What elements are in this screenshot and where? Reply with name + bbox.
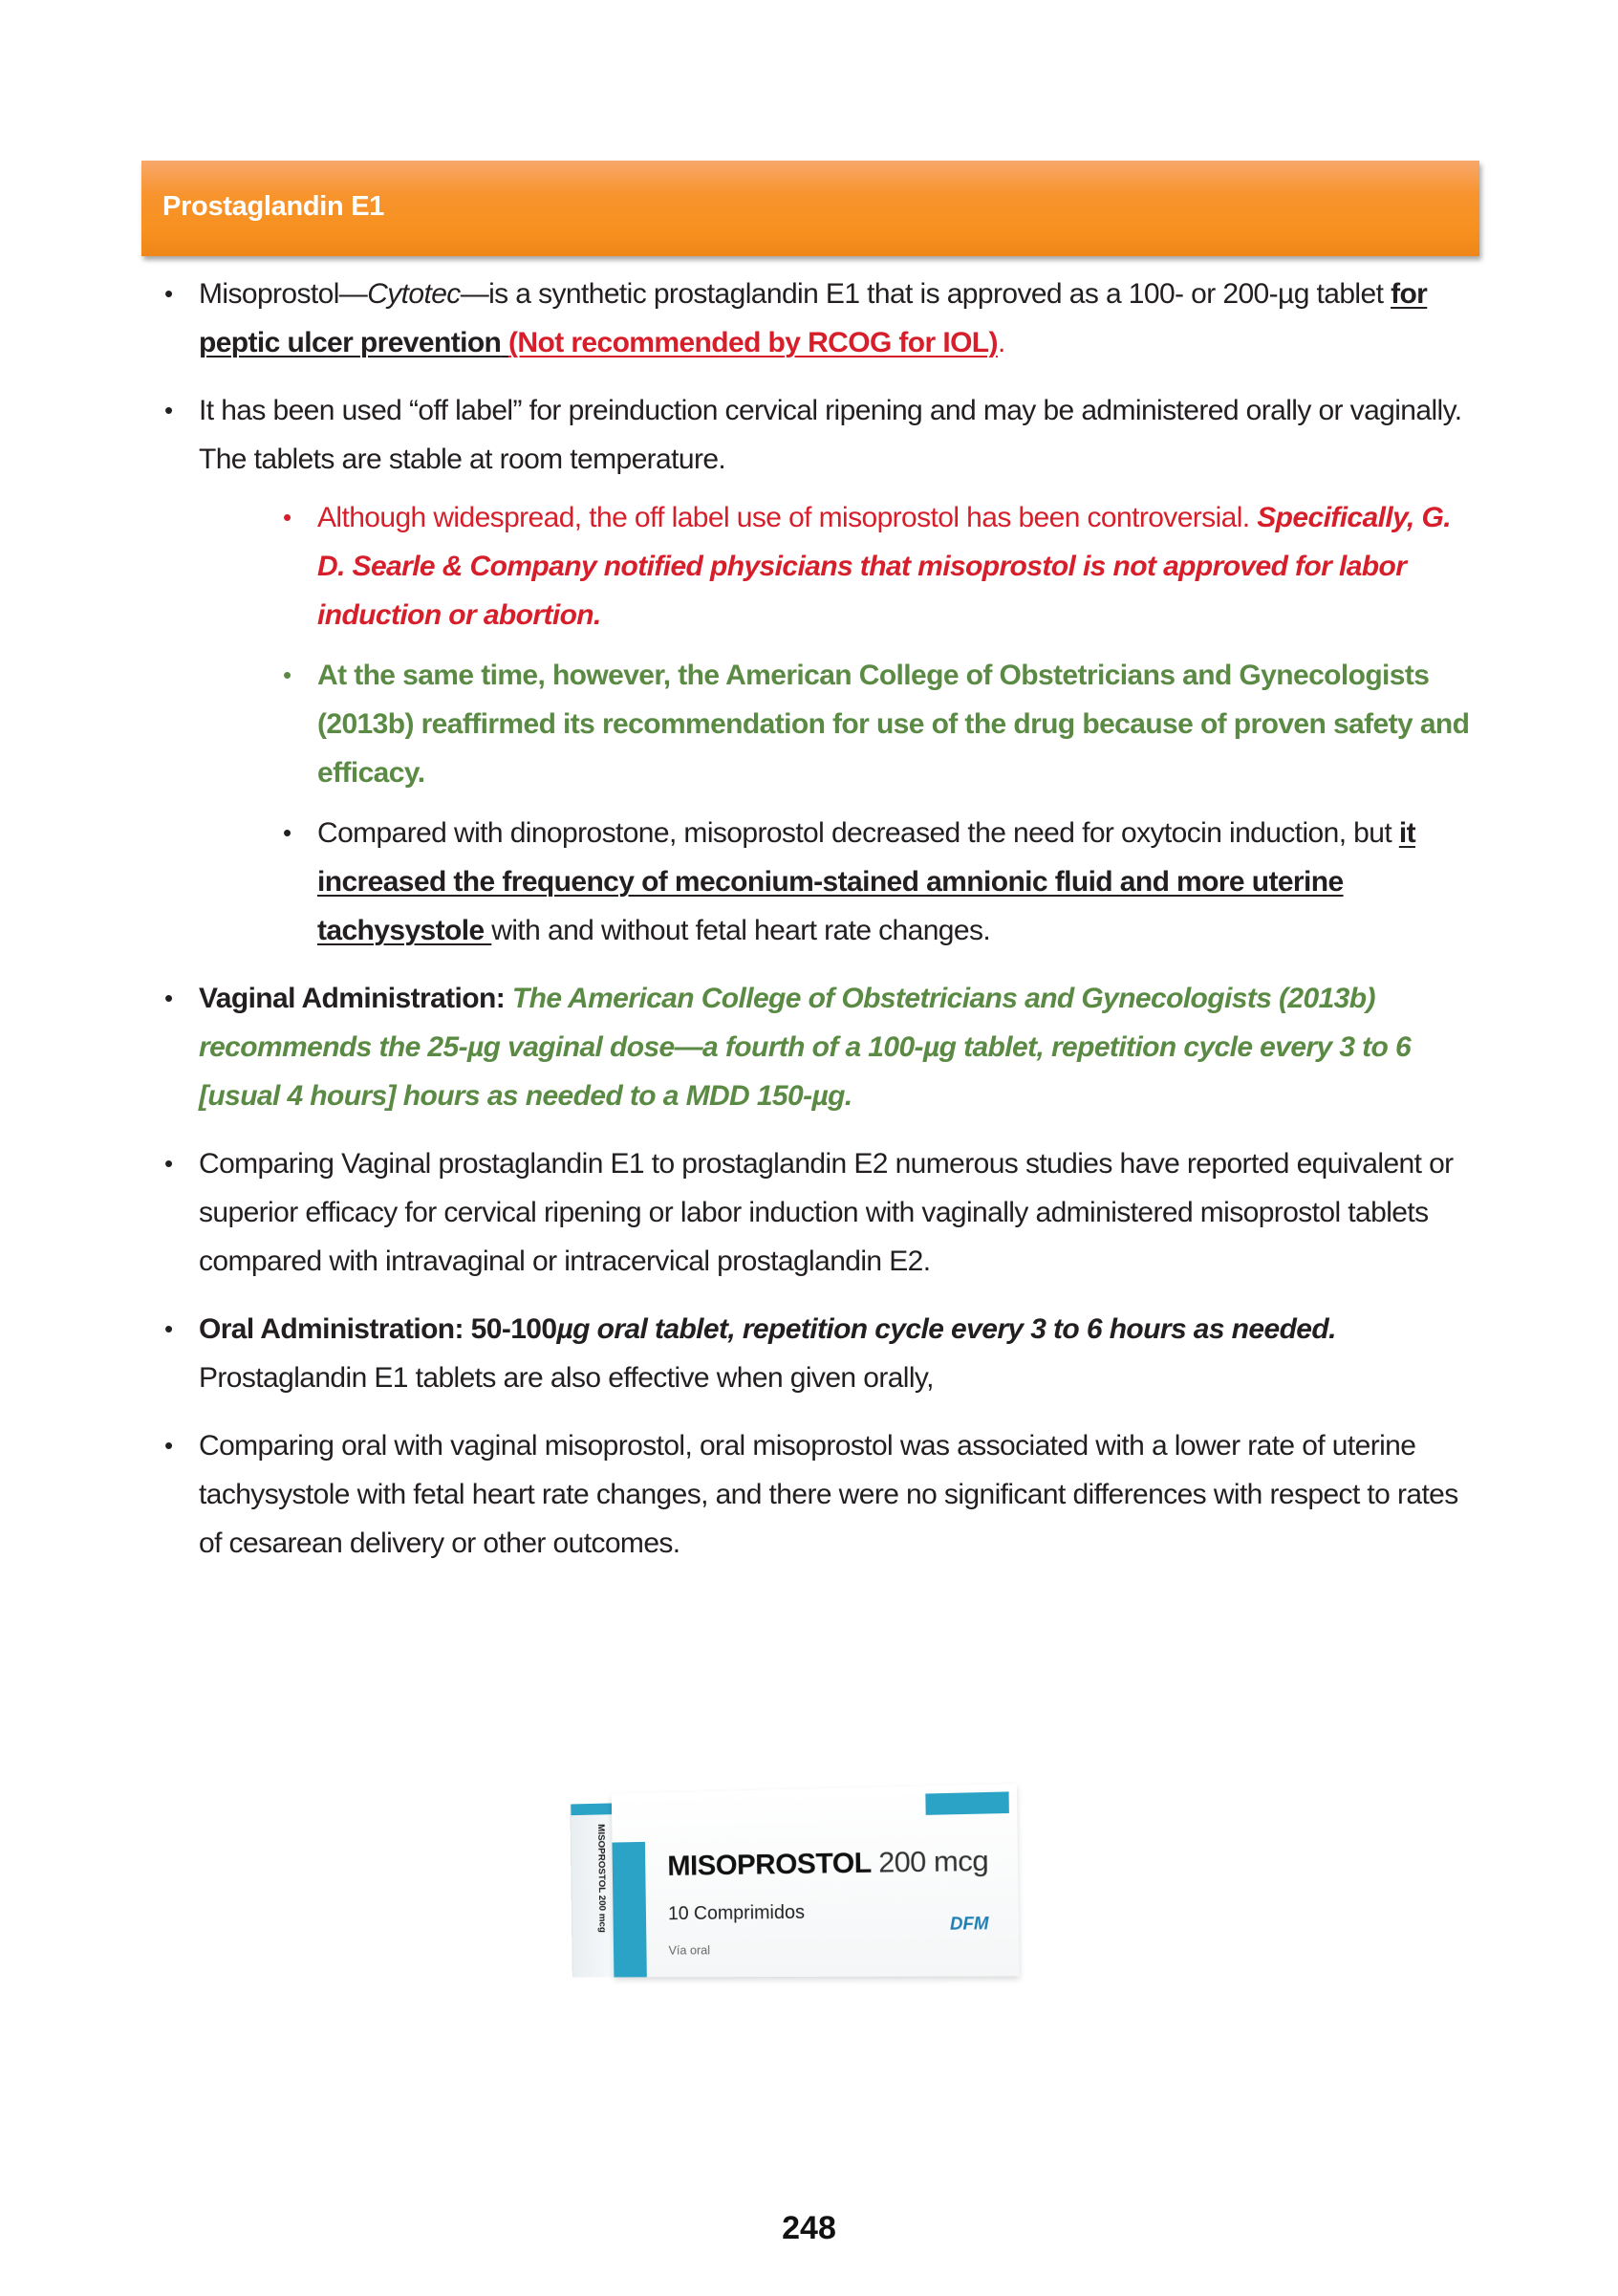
text: with and without fetal heart rate changes. xyxy=(491,915,991,946)
box-front-panel xyxy=(612,1784,1020,1977)
bullet-icon: • xyxy=(283,503,291,531)
warning-text: Specifically, G. D. Searle & Company notified physicians that misoprostol is not approved for labor induction or abortion. xyxy=(317,502,1451,631)
misoprostol-box-image xyxy=(570,1780,1020,1978)
spacer xyxy=(501,327,508,358)
bullet-icon: • xyxy=(164,1149,173,1178)
product-name xyxy=(667,1845,988,1883)
sub-bullet-dinoprostone-comparison xyxy=(275,809,1476,955)
text: At the same time, however, the American College of Obstetricians and Gynecologists (2013b) reaffirmed its recommendation for use of the drug because of proven safety and efficacy. xyxy=(317,660,1470,789)
product-dose: 200 mcg xyxy=(877,1845,989,1879)
page-content xyxy=(157,270,1476,1587)
text: The American College of Obstetricians and Gynecologists (2013b) recommends the 25-µg vaginal dose—a fourth of a 100-µg tablet, repetition cycle every 3 to 6 [usual 4 hours] hours as needed to a MDD 150-µg. xyxy=(199,983,1412,1112)
text: Compared with dinoprostone, misoprostol decreased the need for oxytocin induction, but xyxy=(317,817,1399,849)
emphasis-text: it increased the frequency of meconium-stained amnionic fluid and more uterine tachysystole xyxy=(317,817,1415,946)
sub-bullet-list xyxy=(199,493,1476,955)
section-title: Prostaglandin E1 xyxy=(162,191,385,222)
bullet-list xyxy=(157,270,1476,1568)
text: Comparing Vaginal prostaglandin E1 to prostaglandin E2 numerous studies have reported equivalent or superior efficacy for cervical ripening or labor induction with vaginally administered misoprostol tablets compared with intravaginal or intracervical prostaglandin E2. xyxy=(199,1148,1454,1277)
box-side-label: MISOPROSTOL 200 mcg xyxy=(595,1824,608,1933)
sub-bullet-acog-reaffirmed xyxy=(275,651,1476,797)
product-route: Vía oral xyxy=(668,1942,711,1958)
bullet-vaginal-administration xyxy=(157,974,1476,1120)
bullet-icon: • xyxy=(164,984,173,1012)
product-count: 10 Comprimidos xyxy=(667,1901,806,1925)
bullet-icon: • xyxy=(164,1431,173,1460)
text: Although widespread, the off label use of misoprostol has been controversial. xyxy=(317,502,1258,533)
box-side-accent xyxy=(571,1803,613,1815)
bullet-oral-administration xyxy=(157,1305,1476,1402)
text: . xyxy=(997,327,1005,358)
text: —is a synthetic prostaglandin E1 that is approved as a 100- or 200-µg tablet xyxy=(460,278,1391,310)
dose-text: µg oral tablet, repetition cycle every 3 to 6 hours as needed. xyxy=(556,1313,1336,1345)
text: Prostaglandin E1 tablets are also effective when given orally, xyxy=(199,1362,934,1394)
box-accent-corner xyxy=(925,1791,1009,1814)
bullet-e1-vs-e2 xyxy=(157,1139,1476,1286)
text: Misoprostol— xyxy=(199,278,368,310)
bullet-icon: • xyxy=(164,396,173,424)
bullet-icon: • xyxy=(164,1314,173,1343)
emphasis-text: for peptic ulcer prevention xyxy=(199,278,1428,358)
bullet-icon: • xyxy=(283,661,291,689)
bullet-off-label-use xyxy=(157,386,1476,955)
text: Comparing oral with vaginal misoprostol, oral misoprostol was associated with a lower rate of uterine tachysystole with fetal heart rate changes, and there were no significant differences with respect to rates of cesarean delivery or other outcomes. xyxy=(199,1430,1458,1559)
page-number: 248 xyxy=(782,2210,836,2246)
bullet-icon: • xyxy=(283,818,291,847)
bullet-icon: • xyxy=(164,279,173,308)
bullet-oral-vs-vaginal xyxy=(157,1421,1476,1568)
brand-logo-icon: DFM xyxy=(949,1913,989,1934)
label: Oral Administration: 50-100 xyxy=(199,1313,557,1345)
product-name-text: MISOPROSTOL xyxy=(667,1847,872,1882)
sub-bullet-controversy xyxy=(275,493,1476,639)
brand-name: Cytotec xyxy=(367,278,461,310)
section-header-banner xyxy=(141,161,1479,256)
bullet-misoprostol-definition xyxy=(157,270,1476,367)
box-accent-strip xyxy=(613,1842,647,1978)
warning-text: (Not recommended by RCOG for IOL) xyxy=(508,327,998,358)
text: It has been used “off label” for preinduction cervical ripening and may be administered orally or vaginally. The tablets are stable at room temperature. xyxy=(199,395,1462,475)
label: Vaginal Administration: xyxy=(199,983,512,1014)
box-side-panel xyxy=(570,1803,615,1977)
